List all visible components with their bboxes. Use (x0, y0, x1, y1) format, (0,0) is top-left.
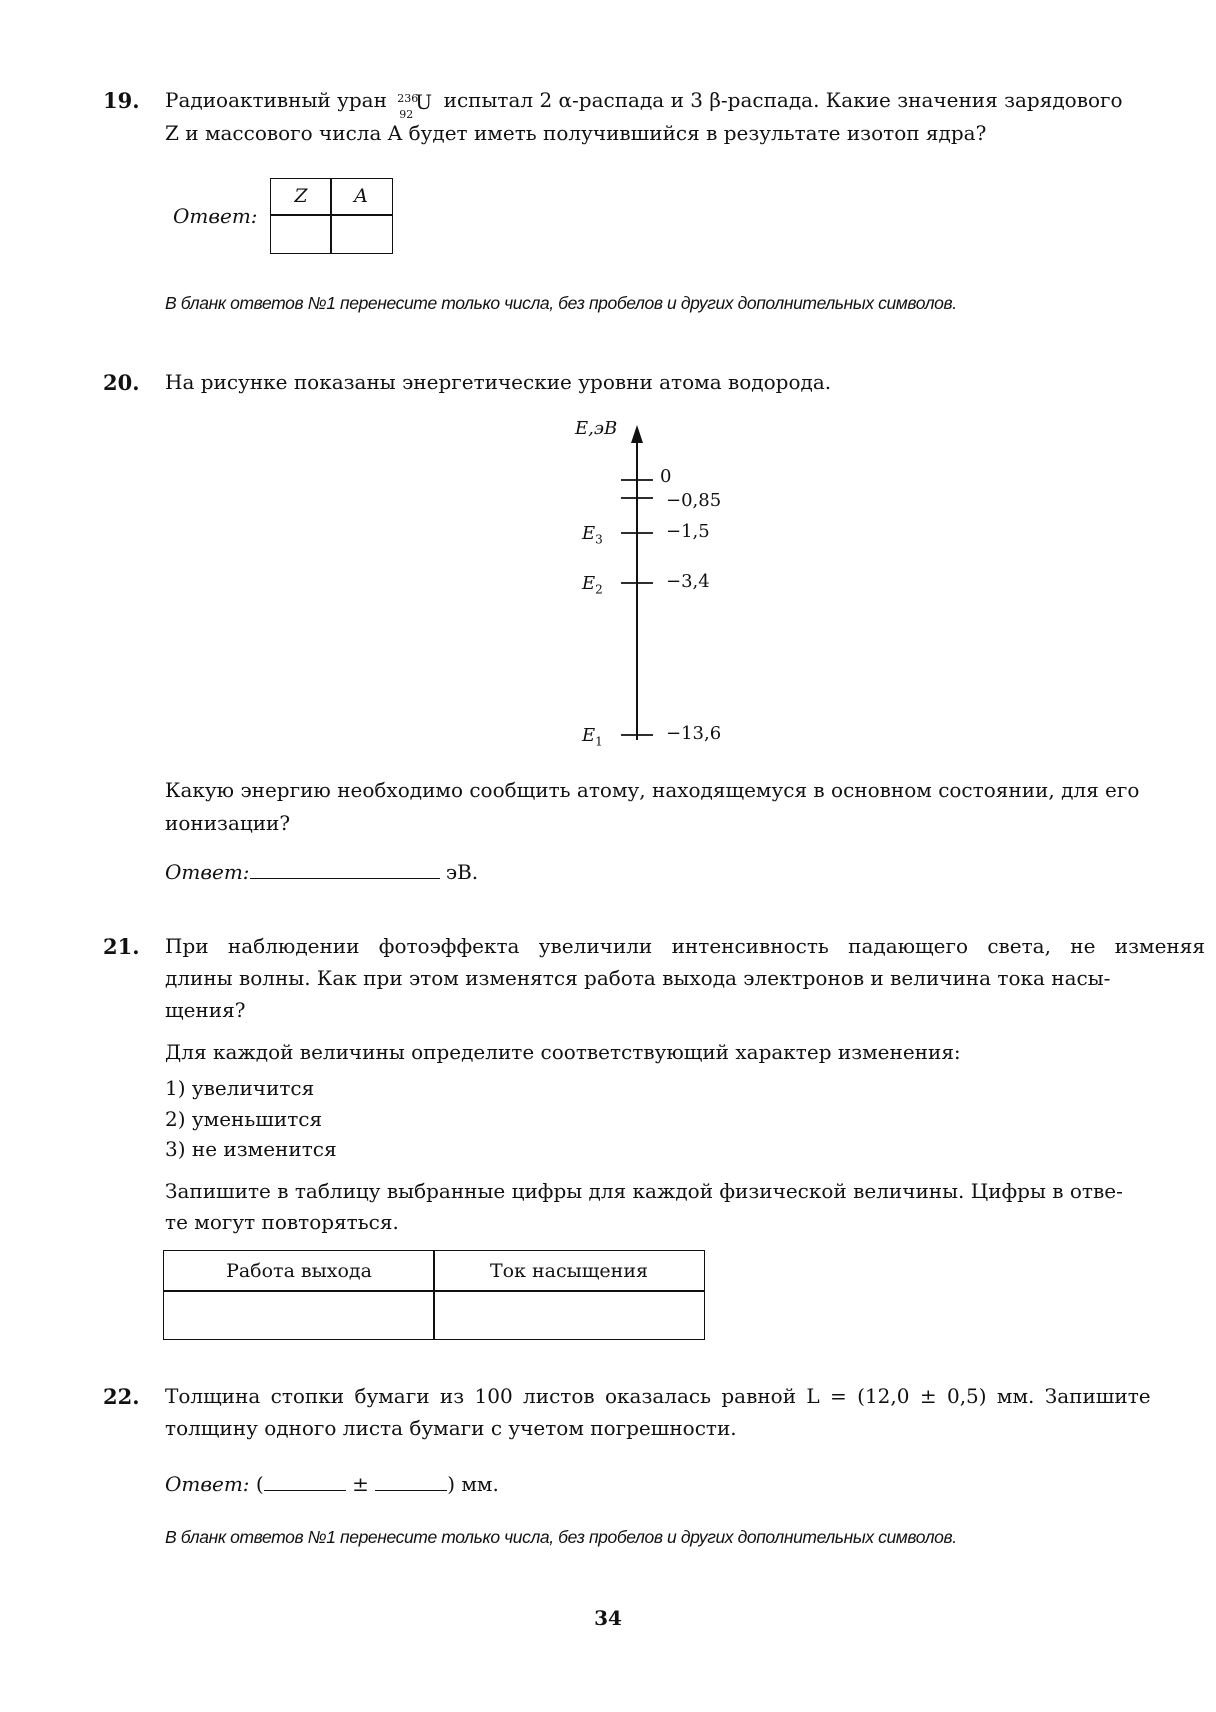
q20-question: Какую энергию необходимо сообщить атому, находящемуся в основном состоянии, для его ионизации? (165, 778, 1140, 835)
question-number-20: 20. (103, 370, 140, 395)
energy-level-name (582, 725, 603, 749)
isotope-charge-number: 92 (399, 107, 414, 121)
q21-table-instruction-line1: Запишите в таблицу выбранные цифры для каждой физической величины. Цифры в отве- (165, 1179, 1123, 1203)
q22-paren-open: ( (255, 1472, 264, 1496)
q19-answer-table (270, 178, 393, 254)
q21-header-work-function (163, 1250, 435, 1292)
q20-text: На рисунке показаны энергетические уровни атома водорода. (165, 370, 832, 394)
q21-header-saturation-current-label: Ток насыщения (489, 1260, 648, 1282)
q22-line2: толщину одного листа бумаги с учетом погрешности. (165, 1416, 737, 1440)
question-number-19: 19. (103, 88, 140, 113)
q19-text-b: испытал 2 α-распада и 3 β-распада. Какие значения зарядового (443, 88, 1123, 112)
q19-header-z-label: Z (294, 185, 308, 207)
energy-level-letter: E (582, 573, 596, 594)
q19-header-a (330, 178, 393, 216)
q21-answer-work-function-cell[interactable] (163, 1290, 435, 1340)
energy-level-value: 0 (660, 466, 672, 487)
energy-level-value: −1,5 (666, 521, 710, 542)
q22-paren-close: ) мм. (447, 1472, 499, 1496)
q22-value-blank[interactable] (264, 1472, 346, 1491)
energy-level-index: 3 (595, 532, 603, 547)
question-number-22: 22. (103, 1384, 140, 1409)
uranium-isotope (393, 89, 437, 121)
q21-option-1: 1) увеличится (165, 1076, 315, 1100)
q20-answer-label: Ответ: (165, 860, 250, 884)
question-number-21: 21. (103, 934, 140, 959)
q21-header-saturation-current (433, 1250, 705, 1292)
energy-axis-label: E,эВ (575, 418, 618, 439)
q21-table-instruction-line2: те могут повторяться. (165, 1210, 399, 1234)
q19-header-a-label: A (354, 185, 368, 207)
page-number: 34 (594, 1606, 622, 1630)
q21-option-2: 2) уменьшится (165, 1107, 323, 1131)
q22-error-blank[interactable] (375, 1472, 447, 1491)
energy-level-value: −13,6 (666, 723, 722, 744)
q22-transfer-note: В бланк ответов №1 перенесите только числа, без пробелов и других дополнительных символов. (165, 1527, 957, 1547)
q22-plus-minus: ± (352, 1472, 369, 1496)
q21-instruction: Для каждой величины определите соответствующий характер изменения: (165, 1040, 961, 1064)
energy-level-name (582, 523, 603, 547)
q21-answer-saturation-current-cell[interactable] (433, 1290, 705, 1340)
energy-axis-arrow (631, 425, 643, 443)
q20-answer-line (165, 856, 478, 889)
q22-answer-label: Ответ: (165, 1472, 250, 1496)
q20-unit: эВ. (445, 860, 479, 884)
q21-header-work-function-label: Работа выхода (226, 1260, 372, 1282)
q19-line1 (165, 84, 1123, 121)
q21-line3: щения? (165, 998, 246, 1022)
q19-header-z (270, 178, 332, 216)
q19-answer-label: Ответ: (173, 204, 258, 228)
isotope-mass-number: 236 (397, 91, 419, 105)
energy-level-name (582, 573, 603, 597)
q19-text-a: Радиоактивный уран (165, 88, 387, 112)
energy-level-index: 2 (595, 582, 603, 597)
energy-level-value: −3,4 (666, 571, 710, 592)
energy-level-letter: E (582, 725, 596, 746)
q21-option-3: 3) не изменится (165, 1137, 337, 1161)
energy-level-value: −0,85 (666, 490, 722, 511)
q21-answer-table (163, 1250, 705, 1340)
q19-line2: Z и массового числа A будет иметь получившийся в результате изотоп ядра? (165, 121, 987, 145)
q22-answer-line (165, 1468, 499, 1501)
q19-answer-z-cell[interactable] (270, 214, 332, 254)
q20-answer-blank[interactable] (250, 860, 440, 879)
q22-line1: Толщина стопки бумаги из 100 листов оказалась равной L = (12,0 ± 0,5) мм. Запишите (165, 1384, 1151, 1408)
isotope-symbol: U (415, 89, 433, 114)
q21-line1: При наблюдении фотоэффекта увеличили интенсивность падающего света, не изменяя (165, 934, 1205, 958)
q19-answer-a-cell[interactable] (330, 214, 393, 254)
q19-transfer-note: В бланк ответов №1 перенесите только числа, без пробелов и других дополнительных символов. (165, 293, 957, 313)
energy-level-index: 1 (595, 734, 603, 749)
energy-level-letter: E (582, 523, 596, 544)
q21-line2: длины волны. Как при этом изменятся работа выхода электронов и величина тока насы- (165, 966, 1111, 990)
